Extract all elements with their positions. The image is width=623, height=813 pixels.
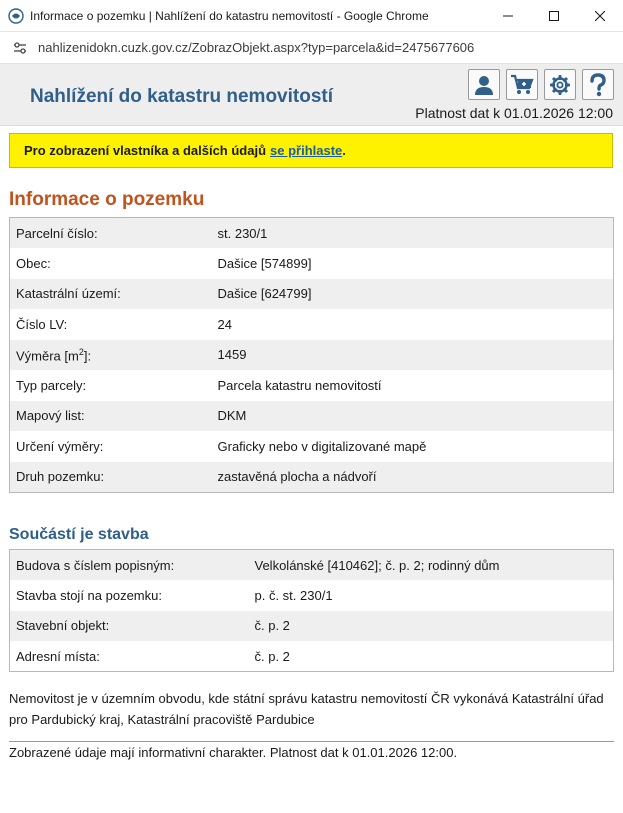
- table-row: [10, 370, 614, 401]
- minimize-button[interactable]: [485, 0, 531, 32]
- row-value: Parcela katastru nemovitostí: [212, 370, 614, 401]
- footer-divider: [9, 741, 614, 742]
- user-button[interactable]: [468, 69, 500, 100]
- building-heading: Součástí je stavba: [9, 526, 149, 543]
- row-value: DKM: [212, 401, 614, 432]
- table-row: [10, 309, 614, 340]
- user-icon: [473, 74, 495, 96]
- row-label: Budova s číslem popisným:: [10, 550, 249, 581]
- login-link[interactable]: se přihlaste: [270, 143, 343, 158]
- help-icon: [587, 73, 609, 97]
- row-value: 1459: [212, 340, 614, 371]
- page-header: [0, 64, 623, 126]
- row-value: st. 230/1: [212, 218, 614, 249]
- table-row: [10, 431, 614, 462]
- area-label-end: ]:: [83, 347, 92, 363]
- table-row: [10, 580, 614, 611]
- row-label-area: [10, 340, 212, 371]
- window-title: Informace o pozemku | Nahlížení do katastru nemovitostí - Google Chrome: [30, 8, 429, 23]
- row-label: Číslo LV:: [10, 309, 212, 340]
- window-titlebar: [0, 0, 623, 32]
- address-bar[interactable]: [0, 32, 623, 64]
- row-label: Obec:: [10, 248, 212, 279]
- row-value[interactable]: č. p. 2: [249, 641, 614, 672]
- table-row: [10, 641, 614, 672]
- row-label: Katastrální území:: [10, 279, 212, 310]
- minimize-icon: [503, 11, 513, 21]
- table-row: [10, 279, 614, 310]
- table-row: [10, 248, 614, 279]
- notice-text: Pro zobrazení vlastníka a dalších údajů: [24, 143, 267, 158]
- table-row: [10, 550, 614, 581]
- row-label: Parcelní číslo:: [10, 218, 212, 249]
- header-tools: [468, 69, 614, 100]
- row-value: zastavěná plocha a nádvoří: [212, 462, 614, 493]
- parcel-table: [9, 217, 614, 493]
- row-label: Mapový list:: [10, 401, 212, 432]
- row-label: Stavební objekt:: [10, 611, 249, 642]
- data-validity: Platnost dat k 01.01.2026 12:00: [415, 105, 613, 121]
- parcel-heading: Informace o pozemku: [9, 189, 205, 210]
- table-row: [10, 462, 614, 493]
- maximize-icon: [549, 11, 559, 21]
- help-button[interactable]: [582, 69, 614, 100]
- area-label: Výměra [m: [16, 347, 79, 363]
- cart-icon: [510, 74, 534, 96]
- table-row: [10, 401, 614, 432]
- table-row: [10, 218, 614, 249]
- close-icon: [595, 11, 605, 21]
- login-notice: [9, 133, 613, 168]
- row-value: Dašice [574899]: [212, 248, 614, 279]
- page-favicon-icon: [8, 8, 24, 24]
- row-label: Adresní místa:: [10, 641, 249, 672]
- row-label: Stavba stojí na pozemku:: [10, 580, 249, 611]
- row-label: Určení výměry:: [10, 431, 212, 462]
- table-row: [10, 340, 614, 371]
- site-title[interactable]: Nahlížení do katastru nemovitostí: [30, 86, 333, 107]
- building-table: [9, 549, 614, 672]
- table-row: [10, 611, 614, 642]
- jurisdiction-note: Nemovitost je v územním obvodu, kde státní správu katastru nemovitostí ČR vykonává Katastrální úřad pro Pardubický kraj, Katastrální pracoviště Pardubice: [9, 691, 604, 727]
- gear-icon: [549, 74, 571, 96]
- notice-suffix: .: [342, 143, 346, 158]
- settings-button[interactable]: [544, 69, 576, 100]
- row-value: 24: [212, 309, 614, 340]
- site-info-icon[interactable]: [12, 40, 28, 56]
- row-value: Graficky nebo v digitalizované mapě: [212, 431, 614, 462]
- url-text[interactable]: nahlizenidokn.cuzk.gov.cz/ZobrazObjekt.aspx?typ=parcela&id=2475677606: [38, 40, 475, 55]
- row-value[interactable]: p. č. st. 230/1: [249, 580, 614, 611]
- row-value: č. p. 2: [249, 611, 614, 642]
- row-label: Druh pozemku:: [10, 462, 212, 493]
- cart-button[interactable]: [506, 69, 538, 100]
- area-label-sup: 2: [78, 346, 84, 357]
- maximize-button[interactable]: [531, 0, 577, 32]
- footer-disclaimer: Zobrazené údaje mají informativní charakter. Platnost dat k 01.01.2026 12:00.: [9, 745, 458, 760]
- row-value[interactable]: Velkolánské [410462]; č. p. 2; rodinný dům: [249, 550, 614, 581]
- row-value: Dašice [624799]: [212, 279, 614, 310]
- row-label: Typ parcely:: [10, 370, 212, 401]
- close-button[interactable]: [577, 0, 623, 32]
